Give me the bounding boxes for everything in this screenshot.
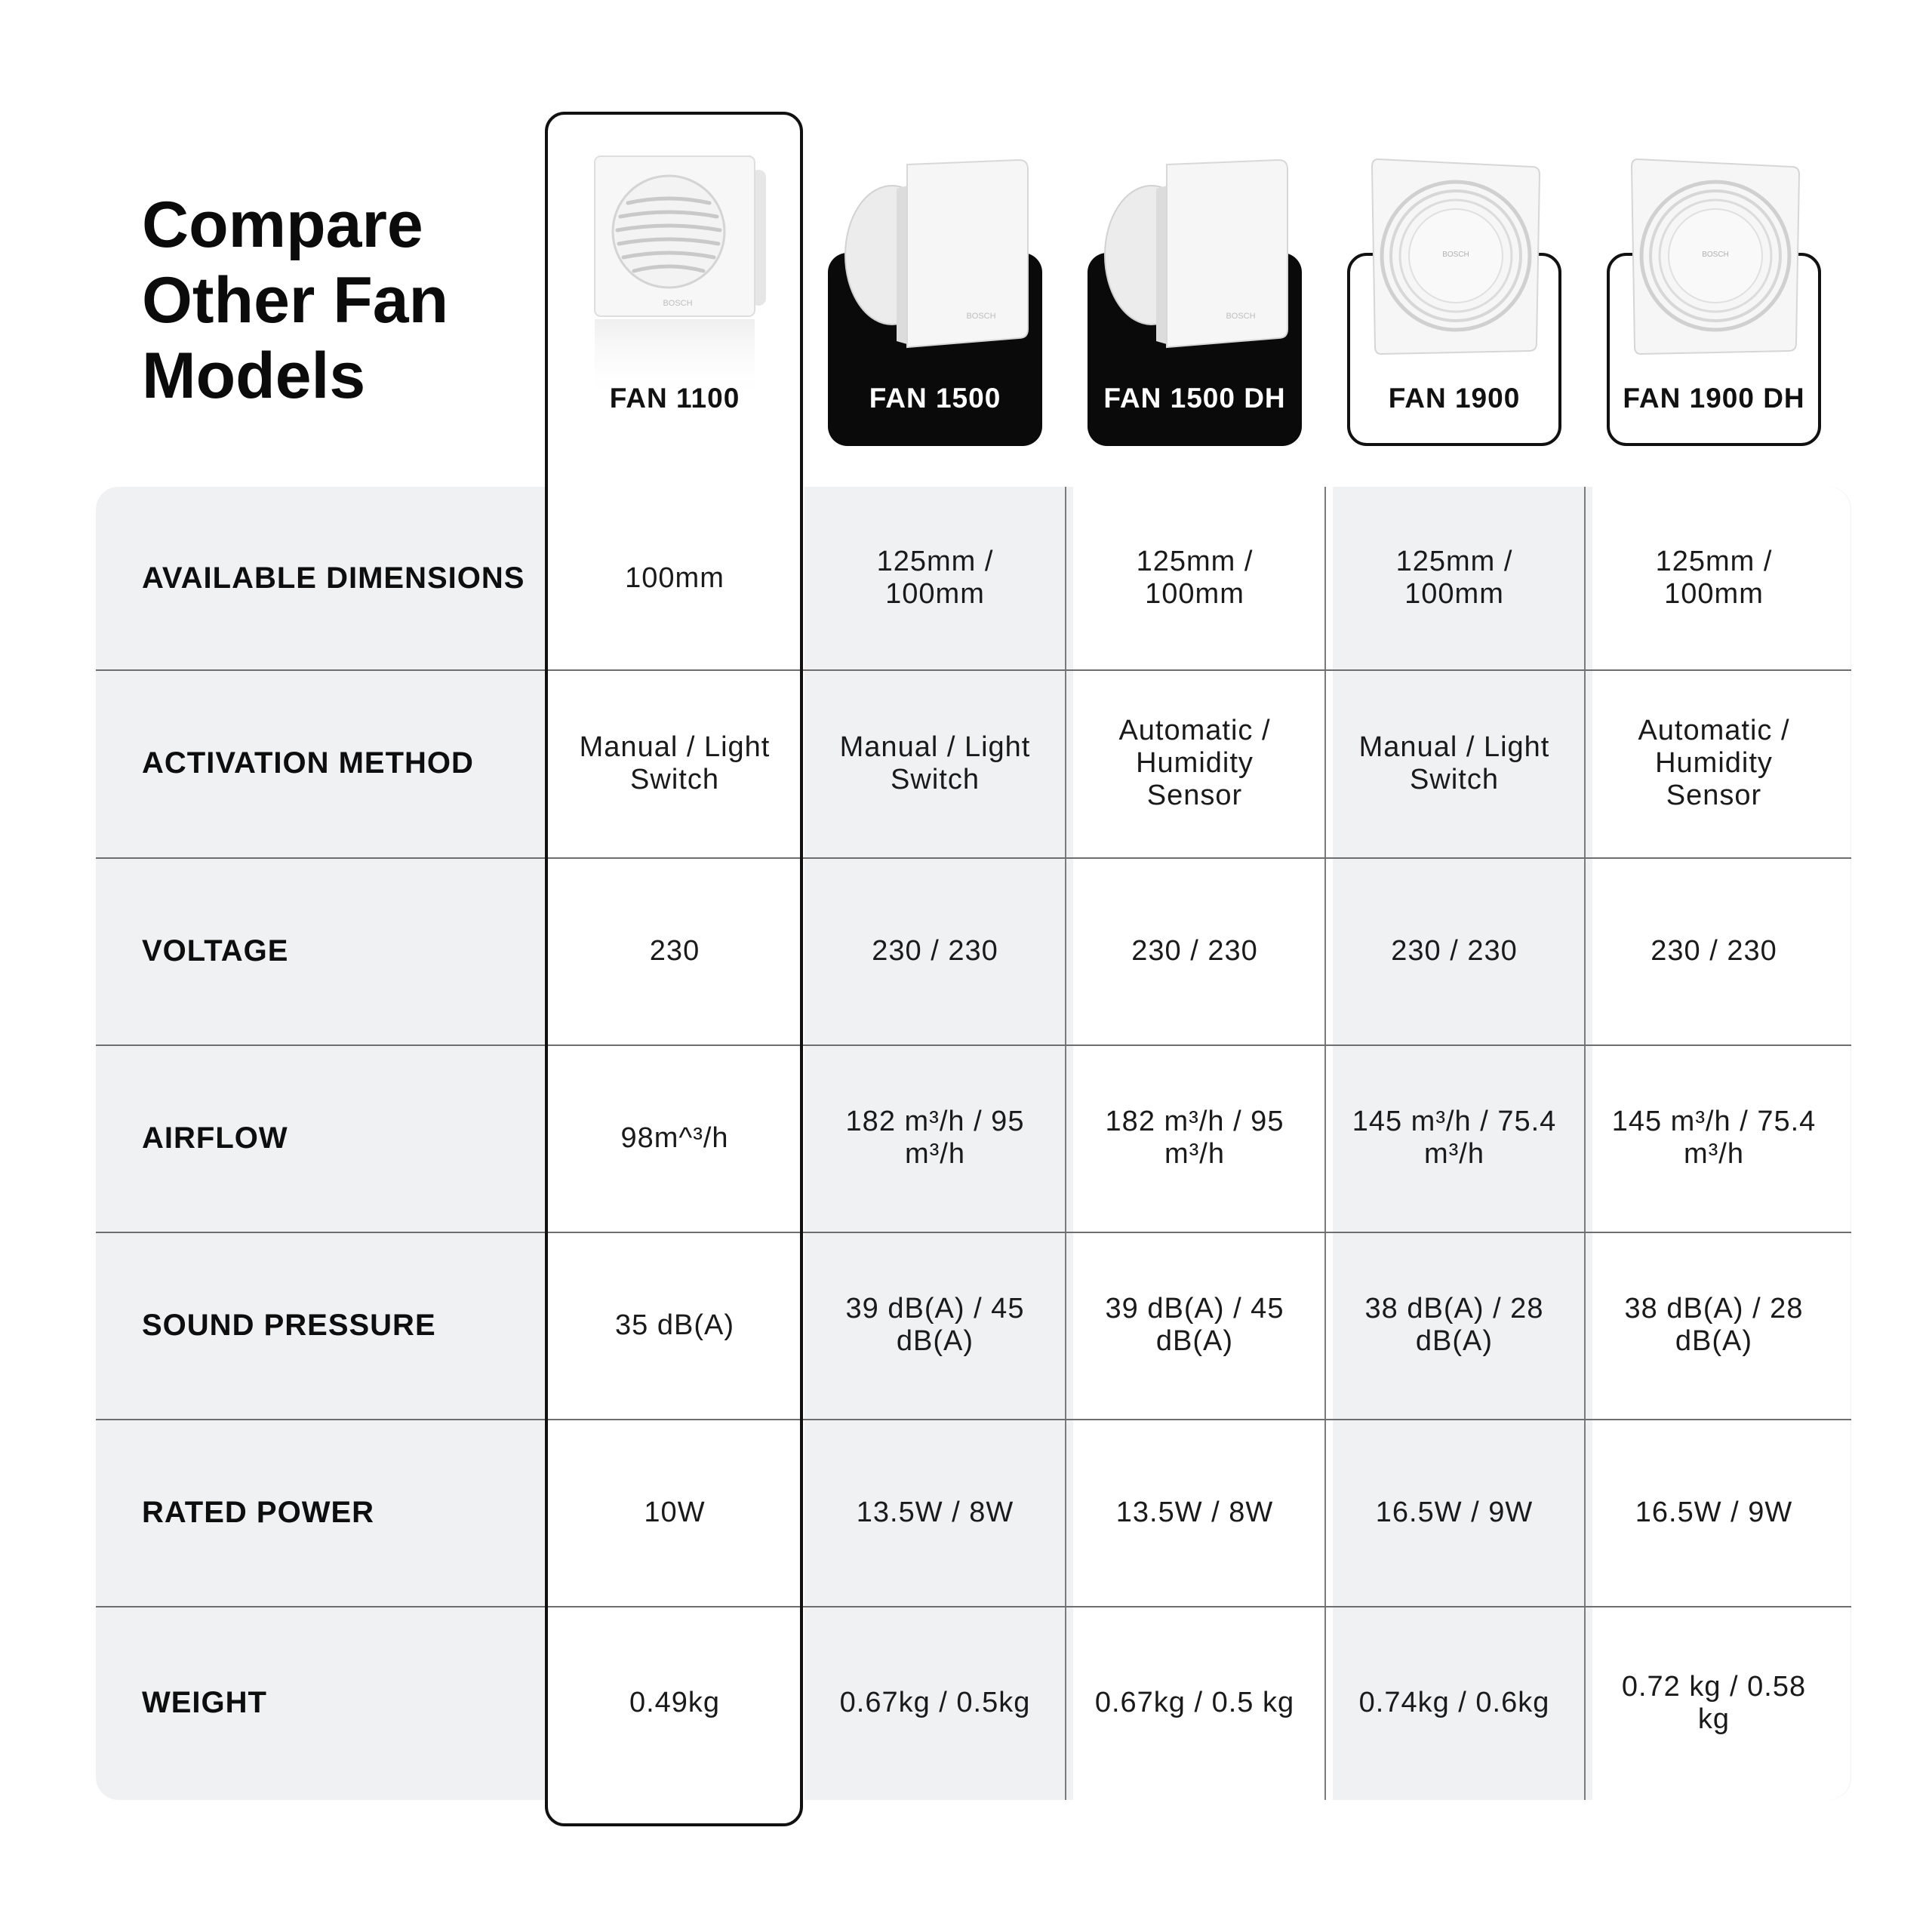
cell-power-fan-1900: 16.5W / 9W <box>1375 1496 1534 1528</box>
cell-activation-fan-1900-dh: Automatic / Humidity Sensor <box>1638 715 1790 811</box>
fan-1900-brand: BOSCH <box>1442 251 1469 259</box>
cell-dimensions-fan-1500: 125mm / 100mm <box>876 546 994 610</box>
cell-sound-fan-1100: 35 dB(A) <box>615 1309 734 1341</box>
fan-1500-image <box>838 158 1034 355</box>
cell-voltage-fan-1500-dh: 230 / 230 <box>1131 934 1258 967</box>
cell-airflow-fan-1500-dh: 182 m³/h / 95 m³/h <box>1105 1106 1284 1170</box>
model-name-fan-1100: FAN 1100 <box>609 383 740 414</box>
cell-activation-fan-1100: Manual / Light Switch <box>579 731 771 795</box>
cell-dimensions-fan-1500-dh: 125mm / 100mm <box>1136 546 1254 610</box>
fan-1100-brand: BOSCH <box>663 299 693 308</box>
highlighted-model-column <box>545 112 803 1826</box>
cell-weight-fan-1900-dh: 0.72 kg / 0.58 kg <box>1621 1670 1807 1735</box>
cell-activation-fan-1900: Manual / Light Switch <box>1358 731 1550 795</box>
cell-power-fan-1900-dh: 16.5W / 9W <box>1635 1496 1793 1528</box>
cell-activation-fan-1500-dh: Automatic / Humidity Sensor <box>1118 715 1271 811</box>
page-title: Compare Other Fan Models <box>142 189 449 412</box>
cell-voltage-fan-1100: 230 <box>649 934 700 967</box>
row-label-rated-power: RATED POWER <box>142 1495 375 1529</box>
fan-1500-dh-brand: BOSCH <box>1226 312 1256 321</box>
fan-1500-dh-image <box>1097 158 1294 355</box>
cell-dimensions-fan-1900: 125mm / 100mm <box>1395 546 1513 610</box>
cell-airflow-fan-1500: 182 m³/h / 95 m³/h <box>845 1106 1025 1170</box>
model-name-fan-1500: FAN 1500 <box>869 383 1001 414</box>
fan-1500-brand: BOSCH <box>966 312 996 321</box>
cell-weight-fan-1500: 0.67kg / 0.5kg <box>839 1687 1031 1718</box>
cell-voltage-fan-1900: 230 / 230 <box>1391 934 1518 967</box>
cell-airflow-fan-1100: 98m^³/h <box>620 1121 729 1154</box>
fan-1900-dh-brand: BOSCH <box>1702 251 1729 259</box>
cell-dimensions-fan-1100: 100mm <box>625 561 724 594</box>
cell-sound-fan-1500: 39 dB(A) / 45 dB(A) <box>845 1293 1025 1357</box>
fan-1900-image <box>1371 155 1544 358</box>
model-name-fan-1500-dh: FAN 1500 DH <box>1103 383 1286 414</box>
cell-power-fan-1100: 10W <box>644 1496 706 1528</box>
row-label-sound-pressure: SOUND PRESSURE <box>142 1308 436 1342</box>
model-name-fan-1900-dh: FAN 1900 DH <box>1623 383 1805 414</box>
cell-weight-fan-1500-dh: 0.67kg / 0.5 kg <box>1094 1687 1295 1718</box>
cell-weight-fan-1900: 0.74kg / 0.6kg <box>1358 1687 1550 1718</box>
cell-activation-fan-1500: Manual / Light Switch <box>839 731 1031 795</box>
row-label-activation-method: ACTIVATION METHOD <box>142 746 474 780</box>
cell-sound-fan-1900: 38 dB(A) / 28 dB(A) <box>1364 1293 1544 1357</box>
row-label-weight: WEIGHT <box>142 1686 267 1719</box>
cell-voltage-fan-1900-dh: 230 / 230 <box>1651 934 1777 967</box>
row-label-airflow: AIRFLOW <box>142 1121 288 1155</box>
cell-dimensions-fan-1900-dh: 125mm / 100mm <box>1655 546 1773 610</box>
cell-power-fan-1500-dh: 13.5W / 8W <box>1115 1496 1274 1528</box>
model-name-fan-1900: FAN 1900 <box>1388 383 1521 414</box>
row-label-voltage: VOLTAGE <box>142 934 289 968</box>
cell-voltage-fan-1500: 230 / 230 <box>872 934 998 967</box>
cell-weight-fan-1100: 0.49kg <box>629 1687 721 1718</box>
cell-airflow-fan-1900: 145 m³/h / 75.4 m³/h <box>1352 1106 1557 1170</box>
fan-1900-dh-image <box>1630 155 1804 358</box>
row-label-available-dimensions: AVAILABLE DIMENSIONS <box>142 561 525 595</box>
cell-power-fan-1500: 13.5W / 8W <box>856 1496 1014 1528</box>
cell-airflow-fan-1900-dh: 145 m³/h / 75.4 m³/h <box>1611 1106 1817 1170</box>
cell-sound-fan-1500-dh: 39 dB(A) / 45 dB(A) <box>1105 1293 1284 1357</box>
cell-sound-fan-1900-dh: 38 dB(A) / 28 dB(A) <box>1624 1293 1804 1357</box>
